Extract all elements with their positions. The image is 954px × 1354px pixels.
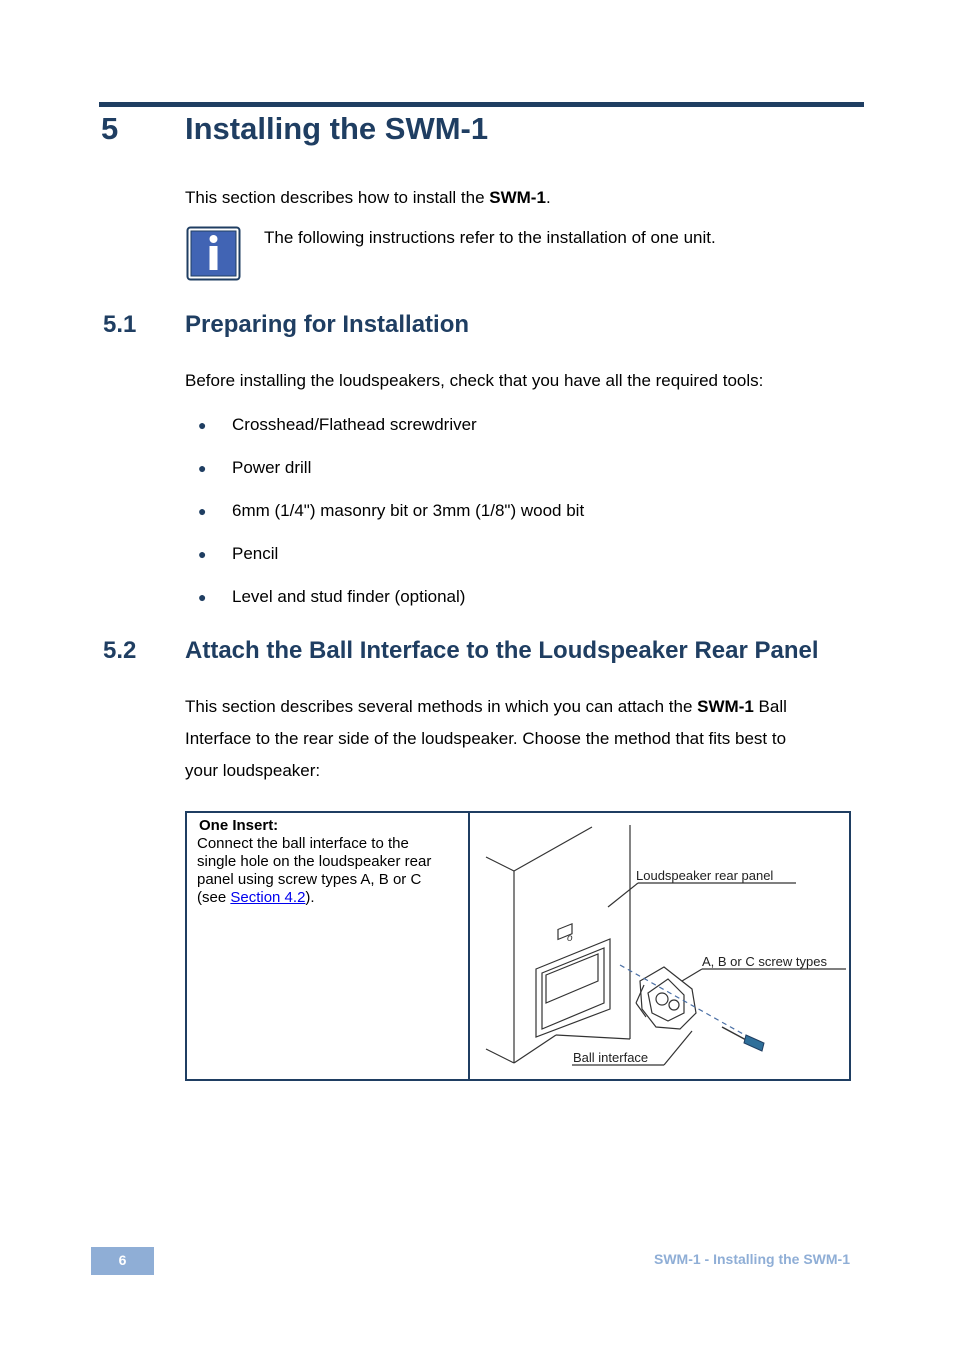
bullet-icon: ● — [198, 503, 207, 519]
bullet-icon: ● — [198, 460, 207, 476]
bullet-icon: ● — [198, 417, 207, 433]
list-item — [198, 543, 206, 565]
tool-item-power-drill: Power drill — [232, 458, 312, 477]
section-1-intro: Before installing the loudspeakers, check that you have all the required tools: — [185, 371, 764, 390]
label-ball-interface: Ball interface — [573, 1050, 649, 1065]
ball-interface-diagram — [470, 813, 850, 1079]
section-4-2-link[interactable]: Section 4.2 — [230, 889, 306, 906]
section-1-title: Preparing for Installation — [185, 311, 470, 338]
section-2-para-line-1: This section describes several methods in which you can attach the SWM-1 Ball — [185, 697, 787, 716]
page-number: 6 — [91, 1247, 154, 1275]
bullet-icon: ● — [198, 589, 207, 605]
tool-item-screwdriver: Crosshead/Flathead screwdriver — [232, 415, 477, 434]
list-item — [198, 414, 206, 436]
section-2-para-line-2: Interface to the rear side of the loudspeaker. Choose the method that fits best to — [185, 729, 787, 748]
tool-item-level-stud-finder: Level and stud finder (optional) — [232, 587, 466, 606]
section-2-para-line-3: your loudspeaker: — [185, 761, 321, 780]
list-item — [198, 500, 206, 522]
method-figure-cell — [469, 812, 850, 1080]
list-item — [198, 586, 206, 608]
list-item — [198, 457, 206, 479]
note-text: The following instructions refer to the installation of one unit. — [264, 228, 716, 247]
info-icon — [186, 226, 241, 281]
method-line-3: panel using screw types A, B or C — [197, 871, 422, 888]
label-screw-types: A, B or C screw types — [702, 954, 827, 969]
method-description-cell — [186, 812, 469, 1080]
method-line-2: single hole on the loudspeaker rear — [197, 853, 432, 870]
intro-product-name: SWM-1 — [489, 188, 546, 207]
method-reference: (see Section 4.2). — [197, 889, 315, 906]
method-title: One Insert: — [199, 817, 279, 834]
chapter-number: 5 — [101, 111, 119, 146]
hole-mark: o — [567, 933, 573, 944]
method-table — [185, 811, 851, 1081]
tool-item-drill-bits: 6mm (1/4") masonry bit or 3mm (1/8") wood bit — [232, 501, 585, 520]
tool-item-pencil: Pencil — [232, 544, 279, 563]
intro-paragraph: This section describes how to install the SWM-1. — [185, 188, 551, 207]
label-rear-panel: Loudspeaker rear panel — [636, 868, 774, 883]
chapter-rule — [99, 102, 864, 107]
chapter-title: Installing the SWM-1 — [185, 111, 489, 146]
method-line-1: Connect the ball interface to the — [197, 835, 409, 852]
section-2-title: Attach the Ball Interface to the Loudspeaker Rear Panel — [185, 637, 819, 664]
footer-title: SWM-1 - Installing the SWM-1 — [654, 1251, 850, 1267]
bullet-icon: ● — [198, 546, 207, 562]
section-1-number: 5.1 — [103, 311, 137, 338]
section-2-number: 5.2 — [103, 637, 137, 664]
